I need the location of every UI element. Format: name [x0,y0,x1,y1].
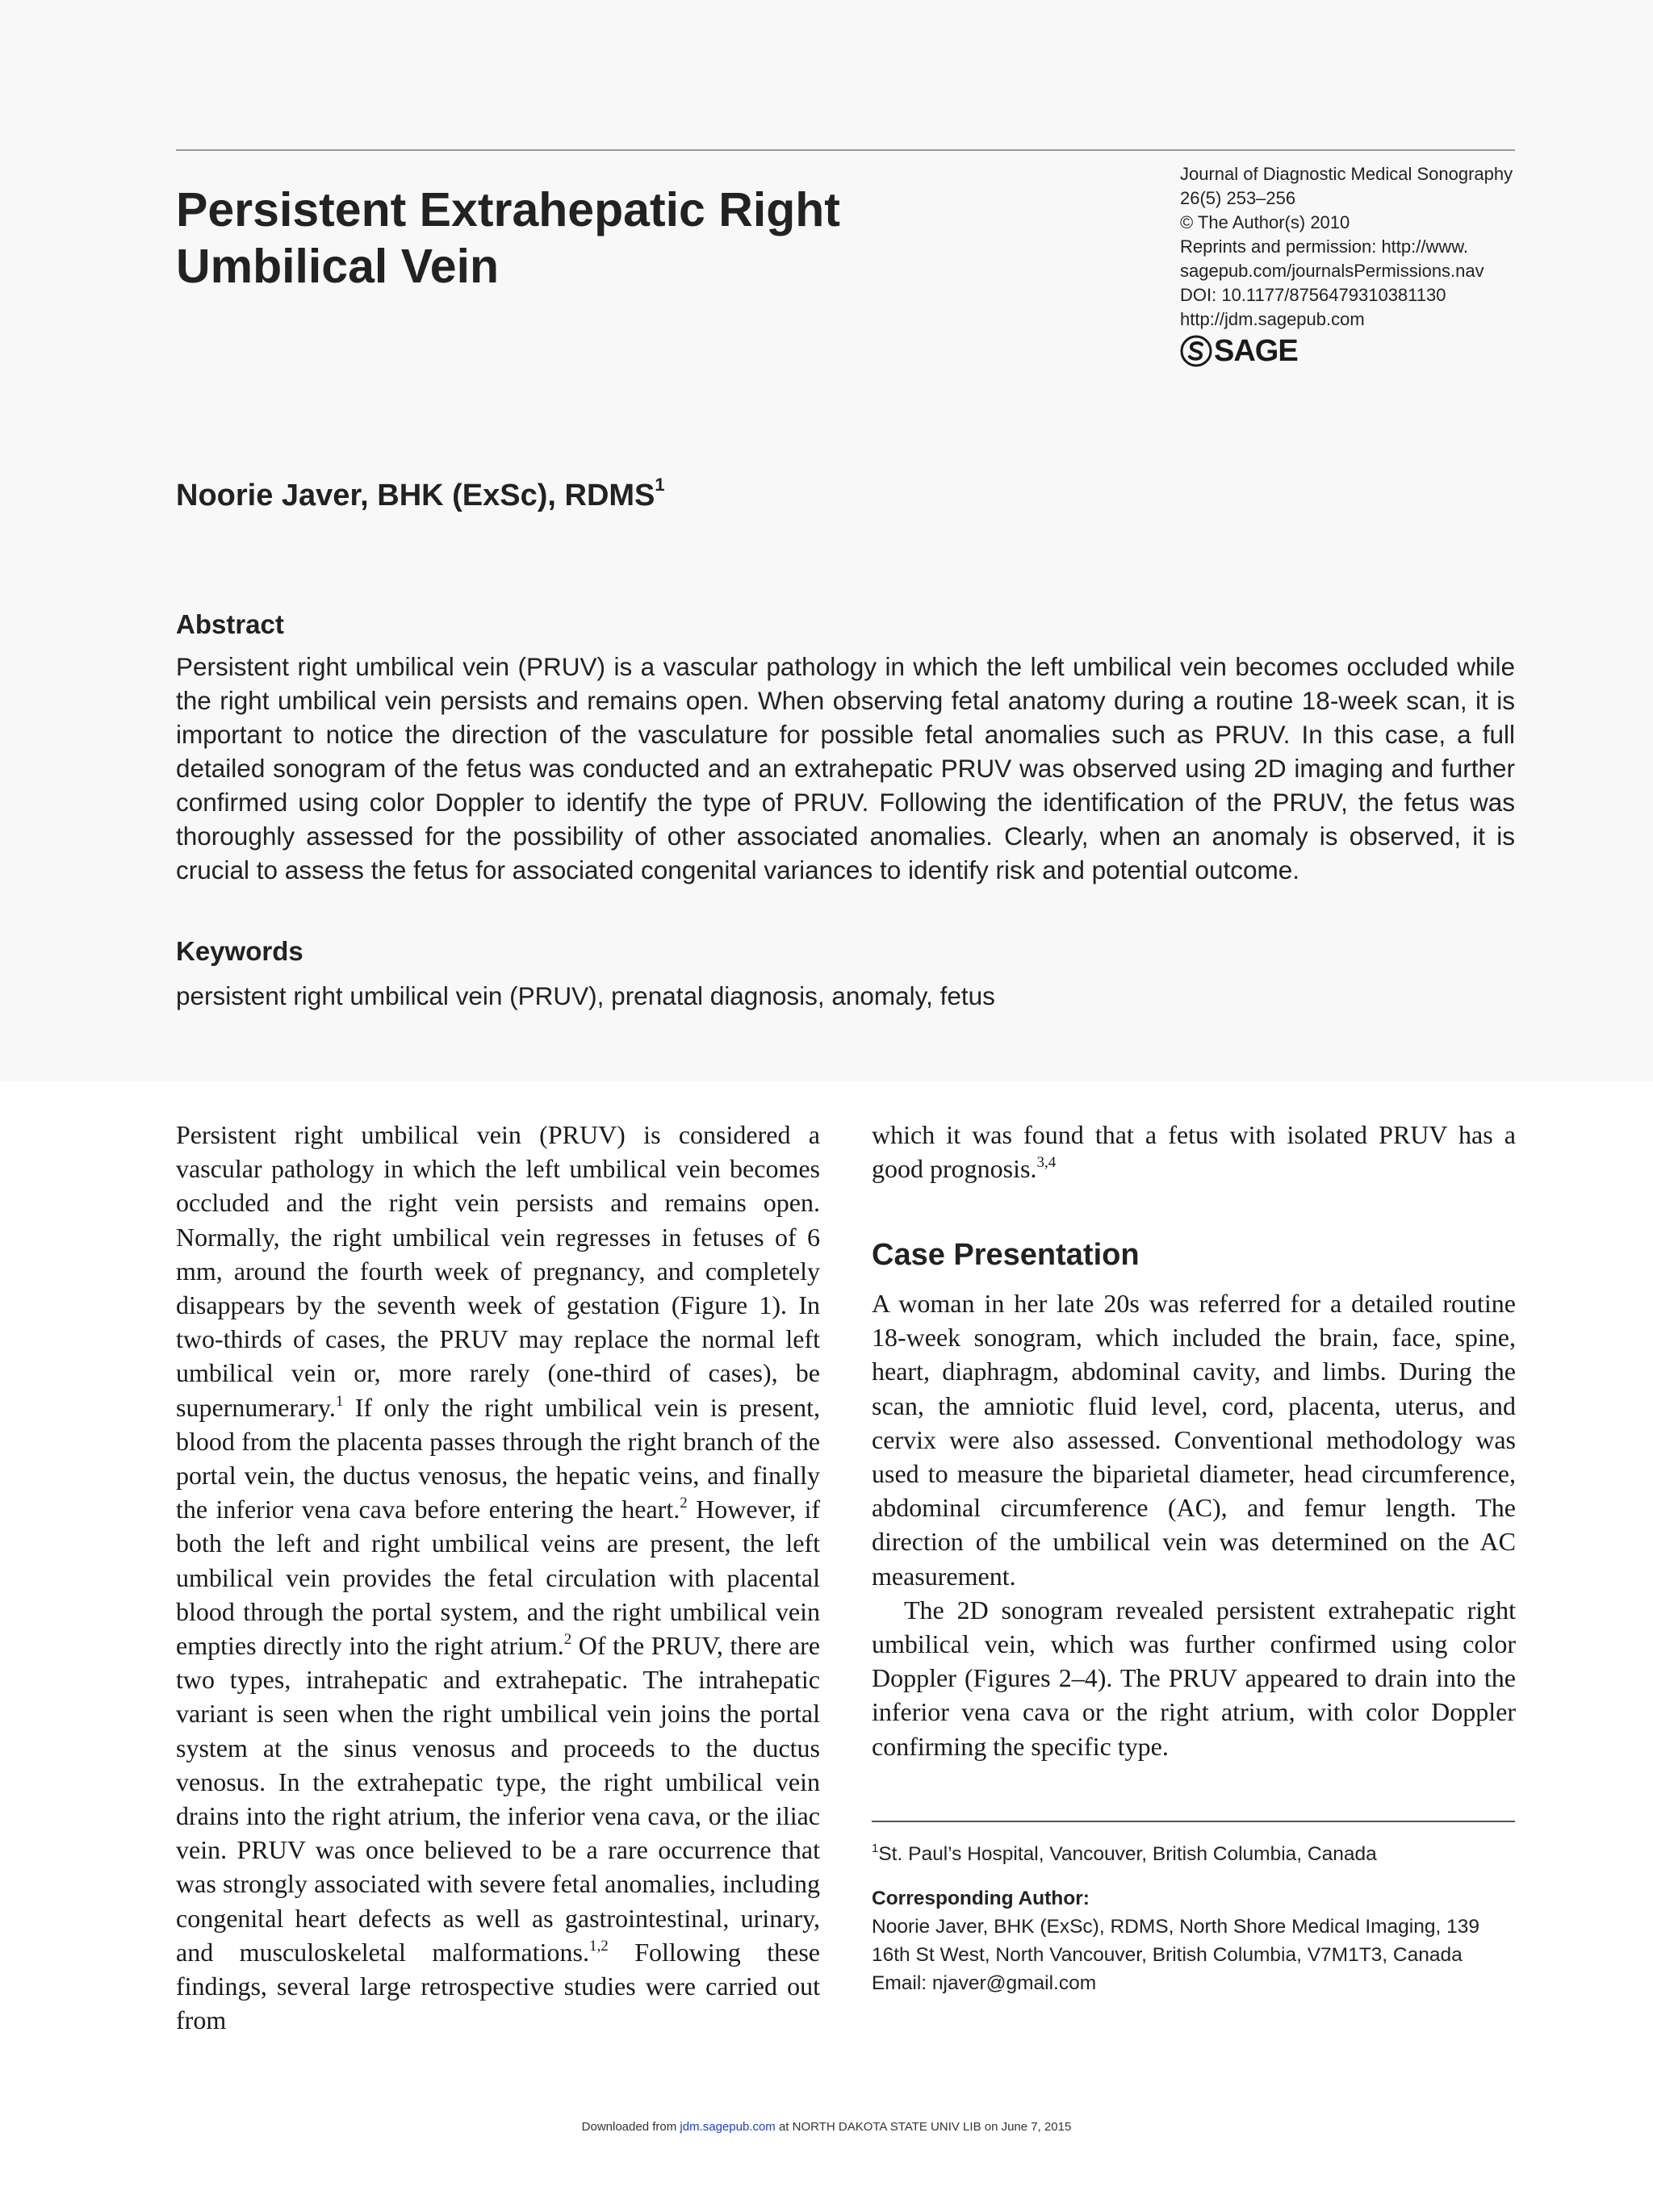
footnote-rule [872,1821,1515,1822]
sage-logo [1180,333,1341,369]
top-rule [176,149,1515,151]
body-paragraph: The 2D sonogram revealed persistent extrahepatic right umbilical vein, which was further confirmed using color Doppler (Figures 2–4). The PRUV appeared to drain into the inferior vena cava or the right atrium, with color Doppler confirming the specific type. [872,1595,1516,1761]
article-title [176,182,999,295]
corresponding-author [872,1884,1517,1997]
doi: DOI: 10.1177/8756479310381130 [1180,285,1446,305]
download-suffix: at NORTH DAKOTA STATE UNIV LIB on June 7, 2015 [775,2120,1072,2134]
corresponding-heading: Corresponding Author: [872,1888,1090,1909]
journal-meta [1180,162,1551,332]
affiliation-footnote [872,1834,1517,1868]
download-notice [0,2120,1653,2134]
corresponding-line: Noorie Javer, BHK (ExSc), RDMS, North Shore Medical Imaging, 139 [872,1916,1479,1938]
citation: 1,2 [588,1937,609,1955]
corresponding-line: 16th St West, North Vancouver, British Columbia, V7M1T3, Canada [872,1944,1463,1966]
body-text: Following these findings, several large retrospective studies were carried out from [176,1937,821,2035]
citation: 2 [563,1631,572,1649]
body-paragraph [872,1118,1516,1185]
sage-s-icon [1180,335,1212,367]
corresponding-email: Email: njaver@gmail.com [872,1972,1097,1994]
citation: 1 [335,1392,344,1410]
body-text: If only the right umbilical vein is present, blood from the placenta passes through the right branch of the portal vein, the ductus venosus, the hepatic veins, and finally the inferior vena cava before entering the heart. [176,1392,820,1524]
reprints-line-2: sagepub.com/journalsPermissions.nav [1180,261,1484,281]
reprints-line-1: Reprints and permission: http://www. [1180,236,1469,257]
title-line-2: Umbilical Vein [176,240,500,293]
body-text: Persistent right umbilical vein (PRUV) is considered a vascular pathology in which the left umbilical vein becomes occluded and the right vein persists and remains open. Normally, the right umbilical vein regresses in fetuses of 6 mm, around the fourth week of pregnancy, and completely disappears by the seventh week of gestation (Figure 1). In two-thirds of cases, the PRUV may replace the normal left umbilical vein or, more rarely (one-third of cases), be supernumerary. [176,1120,820,1422]
sage-wordmark: SAGE [1214,333,1298,368]
abstract-text: Persistent right umbilical vein (PRUV) is a vascular pathology in which the left umbilical vein becomes occluded while the right umbilical vein persists and remains open. When observing fetal anatomy during a routine 18-week scan, it is important to notice the direction of the vasculature for possible fetal anomalies such as PRUV. In this case, a full detailed sonogram of the fetus was conducted and an extrahepatic PRUV was observed using 2D imaging and further confirmed using color Doppler to identify the type of PRUV. Following the identification of the PRUV, the fetus was thoroughly assessed for the possibility of other associated anomalies. Clearly, when an anomaly is observed, it is crucial to assess the fetus for associated congenital variances to identify risk and potential outcome. [176,652,1515,884]
body-right-column-continuation [872,1118,1516,1185]
body-left-column [176,1118,820,2037]
download-prefix: Downloaded from [581,2120,680,2134]
body-paragraph [176,1118,820,2037]
citation: 2 [680,1495,688,1512]
volume-pages: 26(5) 253–256 [1180,188,1296,208]
keywords-heading: Keywords [176,936,303,966]
body-paragraph: A woman in her late 20s was referred for a detailed routine 18-week sonogram, which included the brain, face, spine, heart, diaphragm, abdominal cavity, and limbs. During the scan, the amniotic fluid level, cord, placenta, uterus, and cervix were also assessed. Conventional methodology was used to measure the biparietal diameter, head circumference, abdominal circumference (AC), and femur length. The direction of the umbilical vein was determined on the AC measurement. [872,1289,1516,1591]
keywords-text: persistent right umbilical vein (PRUV), prenatal diagnosis, anomaly, fetus [176,981,995,1010]
citation: 3,4 [1036,1154,1057,1172]
author-affiliation-mark: 1 [655,475,665,495]
author-name: Noorie Javer, BHK (ExSc), RDMS [176,479,655,512]
body-text: Of the PRUV, there are two types, intrahepatic and extrahepatic. The intrahepatic variant is seen when the right umbilical vein joins the portal system at the sinus venosus and proceeds to the ductus venosus. In the extrahepatic type, the right umbilical vein drains into the right atrium, the inferior vena cava, or the iliac vein. PRUV was once believed to be a rare occurrence that was strongly associated with severe fetal anomalies, including congenital heart defects as well as gastrointestinal, urinary, and musculoskeletal malformations. [176,1631,820,1967]
footnote-mark: 1 [872,1842,879,1855]
journal-name: Journal of Diagnostic Medical Sonography [1180,164,1513,184]
case-presentation-heading: Case Presentation [872,1238,1140,1272]
body-text: which it was found that a fetus with isolated PRUV has a good prognosis. [872,1120,1516,1184]
body-text: However, if both the left and right umbilical veins are present, the left umbilical vein provides the fetal circulation with placental blood through the portal system, and the right umbilical vein empties directly into the right atrium. [176,1495,821,1661]
download-link[interactable]: jdm.sagepub.com [680,2120,776,2134]
copyright: © The Author(s) 2010 [1180,212,1350,232]
affiliation-text: St. Paul’s Hospital, Vancouver, British Columbia, Canada [878,1843,1377,1865]
abstract-heading: Abstract [176,609,284,639]
author-line [176,475,665,513]
title-line-1: Persistent Extrahepatic Right [176,183,840,236]
case-presentation-body [872,1286,1516,1763]
journal-url: http://jdm.sagepub.com [1180,309,1365,329]
